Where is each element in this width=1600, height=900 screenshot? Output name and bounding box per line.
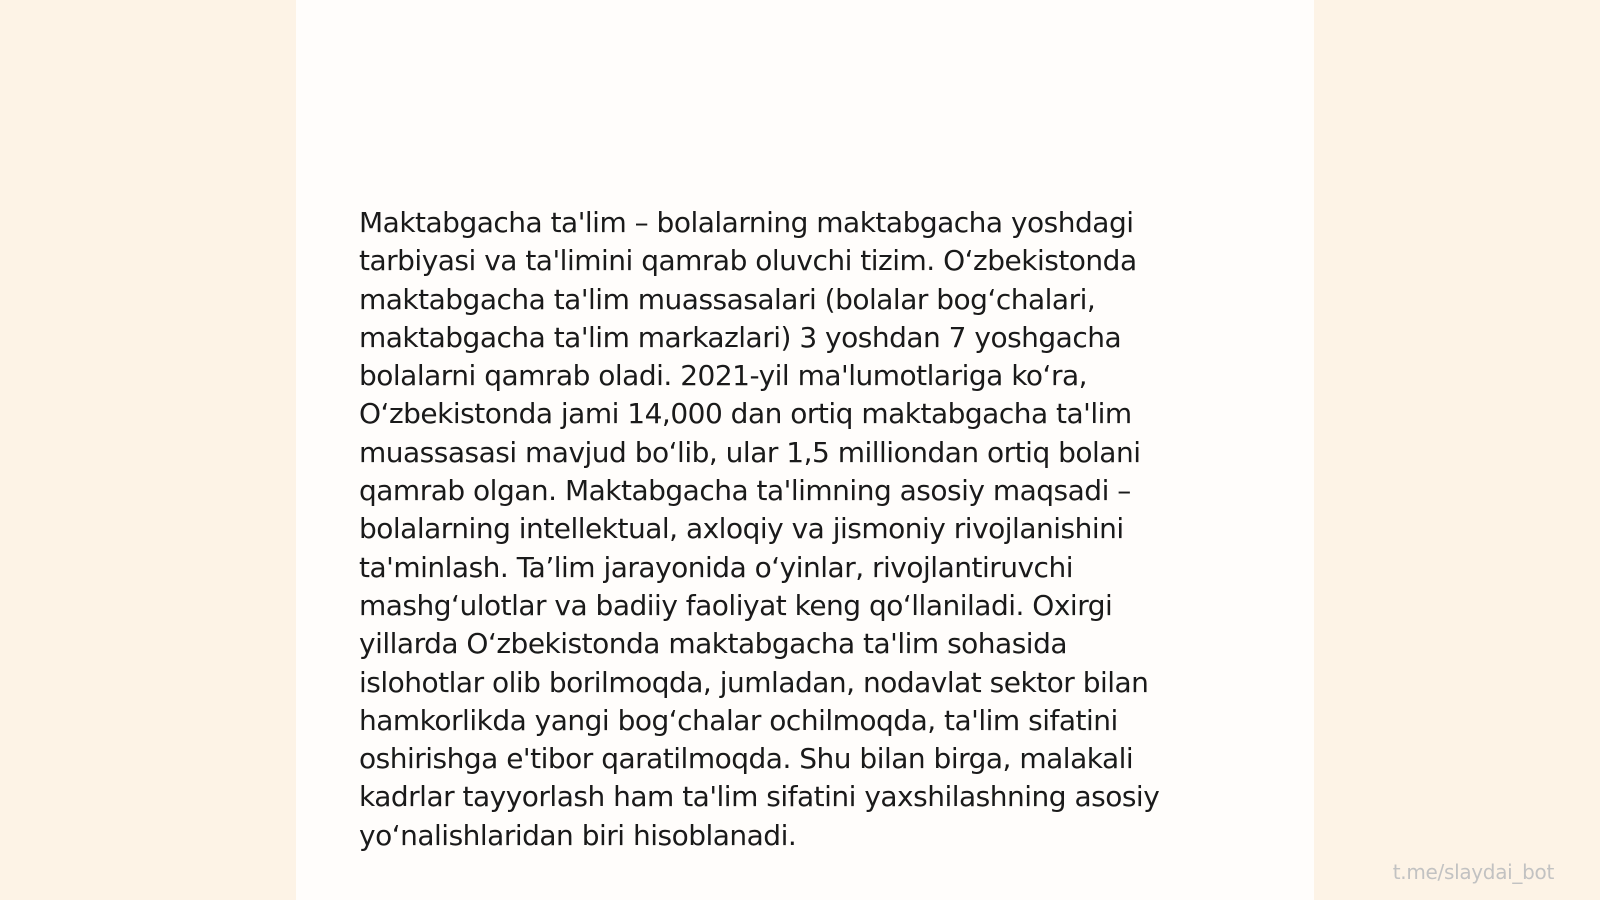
body-line: yillarda O‘zbekistonda maktabgacha ta'lim sohasida [359, 627, 1068, 661]
body-line: hamkorlikda yangi bog‘chalar ochilmoqda, ta'lim sifatini [359, 703, 1118, 737]
body-line: islohotlar olib borilmoqda, jumladan, nodavlat sektor bilan [359, 665, 1149, 699]
body-line: qamrab olgan. Maktabgacha ta'limning asosiy maqsadi – [359, 474, 1131, 508]
body-line: maktabgacha ta'lim markazlari) 3 yoshdan 7 yoshgacha [359, 320, 1122, 354]
body-line: tarbiyasi va ta'limini qamrab oluvchi tizim. O‘zbekistonda [359, 244, 1137, 278]
body-line: O‘zbekistonda jami 14,000 dan ortiq maktabgacha ta'lim [359, 397, 1132, 431]
body-line: kadrlar tayyorlash ham ta'lim sifatini yaxshilashning asosiy [359, 780, 1160, 814]
body-line: ta'minlash. Ta’lim jarayonida o‘yinlar, rivojlantiruvchi [359, 550, 1073, 584]
body-line: mashg‘ulotlar va badiiy faoliyat keng qo‘llaniladi. Oxirgi [359, 588, 1113, 622]
body-line: yo‘nalishlaridan biri hisoblanadi. [359, 818, 797, 852]
slide-body-text [359, 204, 1259, 855]
body-line: maktabgacha ta'lim muassasalari (bolalar bog‘chalari, [359, 282, 1096, 316]
slide-panel [296, 0, 1314, 900]
body-line: Maktabgacha ta'lim – bolalarning maktabgacha yoshdagi [359, 206, 1134, 239]
body-line: bolalarning intellektual, axloqiy va jismoniy rivojlanishini [359, 512, 1124, 546]
watermark-link: t.me/slaydai_bot [1392, 860, 1554, 884]
body-line: oshirishga e'tibor qaratilmoqda. Shu bilan birga, malakali [359, 742, 1134, 776]
body-line: muassasasi mavjud bo‘lib, ular 1,5 milliondan ortiq bolani [359, 435, 1141, 469]
body-line: bolalarni qamrab oladi. 2021-yil ma'lumotlariga ko‘ra, [359, 359, 1088, 393]
